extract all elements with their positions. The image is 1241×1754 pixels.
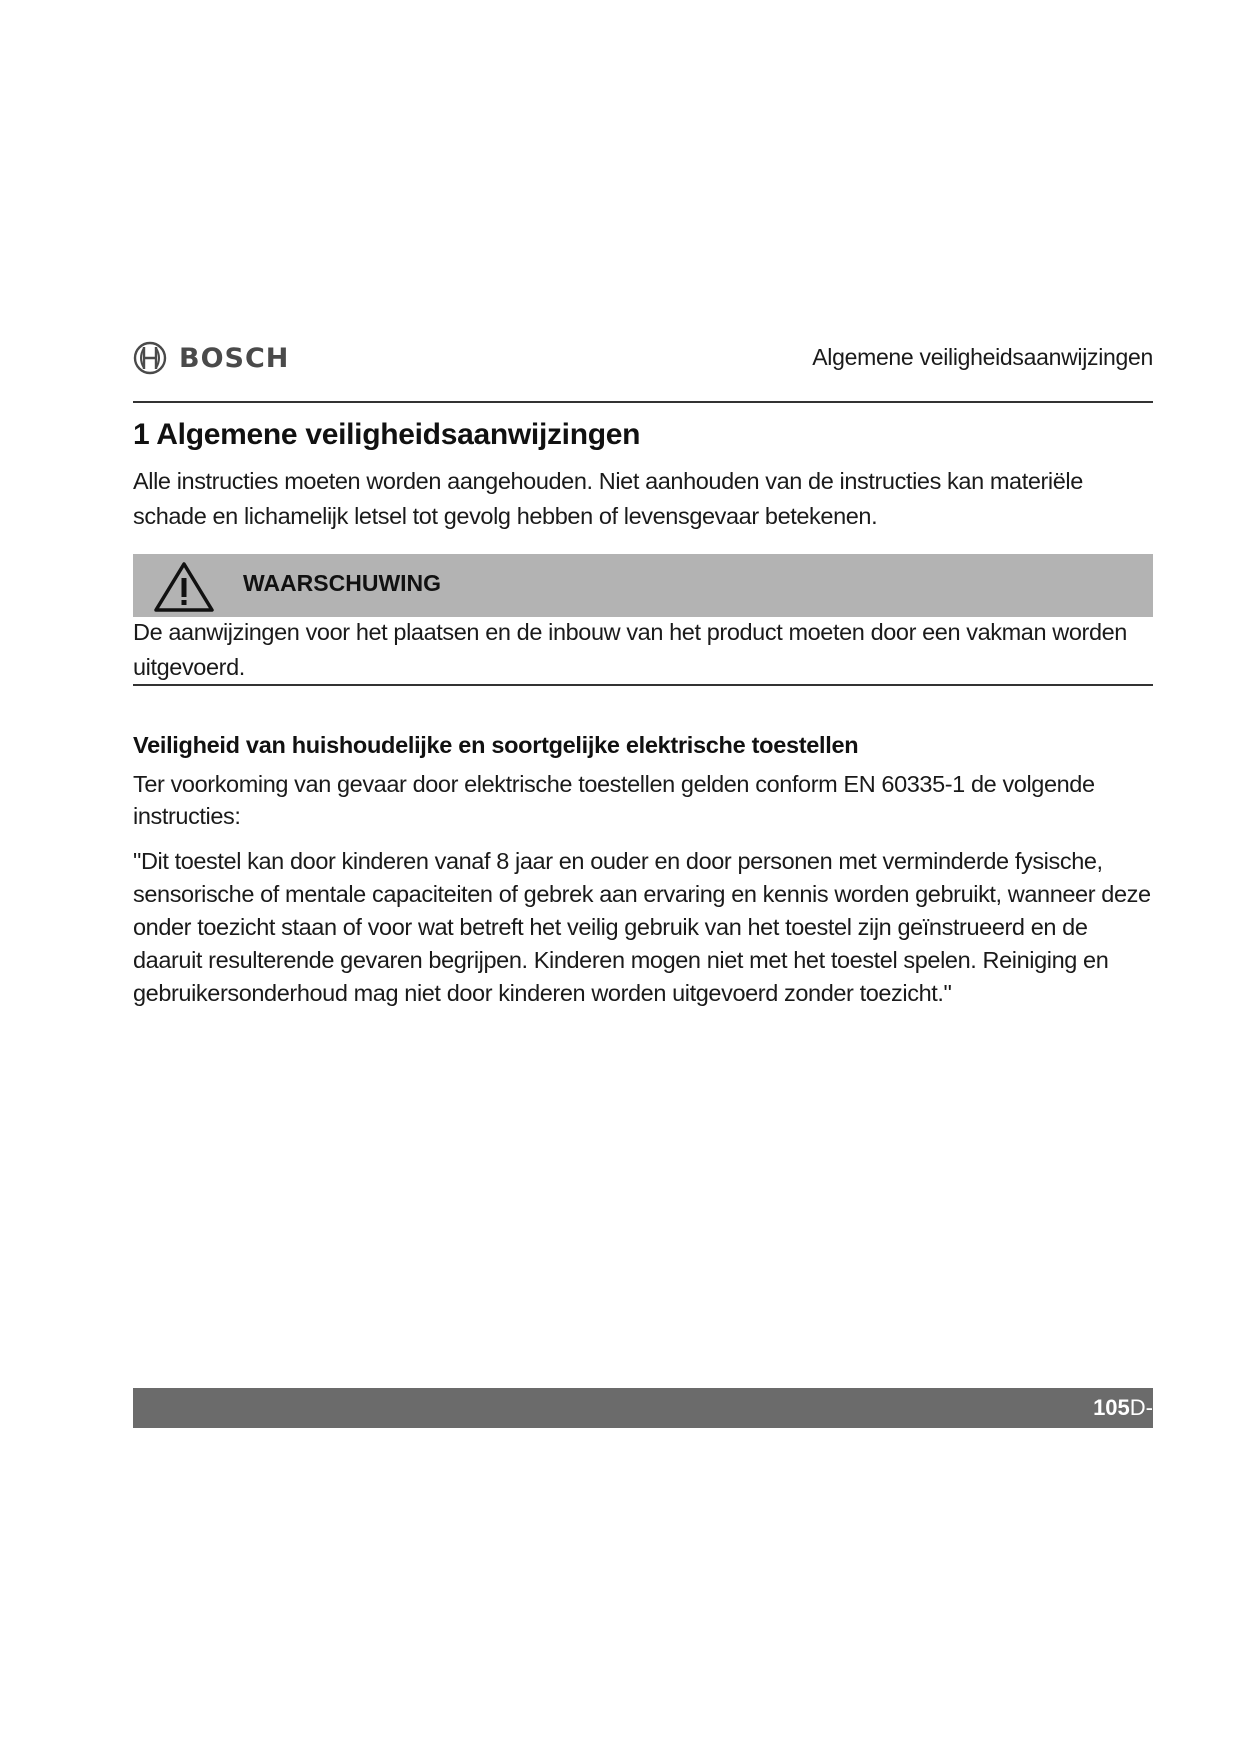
warning-label: WAARSCHUWING — [243, 570, 442, 596]
brand-name: BOSCH — [179, 342, 290, 374]
warning-triangle-icon — [152, 560, 216, 614]
header-divider — [133, 401, 1153, 403]
subsection-paragraph-2: "Dit toestel kan door kinderen vanaf 8 jaar en ouder en door personen met verminderde fysische, sensorische of mentale capaciteiten of gebrek aan ervaring en kennis worden gebruikt, wanneer deze onder toezicht staan of voor wat betreft het veilig gebruik van het toestel zijn geïnstrueerd en de daaruit resulterende gevaren begrijpen. Kinderen mogen niet met het toestel spelen. Reiniging en gebruikersonderhoud mag niet door kinderen worden uitgevoerd zonder toezicht." — [133, 848, 1151, 1006]
section-heading: 1 Algemene veiligheidsaanwijzingen — [133, 418, 641, 451]
warning-banner — [133, 554, 1153, 617]
page-number-suffix: D- — [1129, 1395, 1153, 1420]
subsection-paragraph-1: Ter voorkoming van gevaar door elektrische toestellen gelden conform EN 60335-1 de volgende instructies: — [133, 771, 1095, 829]
bosch-armature-icon — [133, 341, 167, 375]
page-header — [133, 338, 1153, 386]
intro-paragraph: Alle instructies moeten worden aangehouden. Niet aanhouden van de instructies kan materiële schade en lichamelijk letsel tot gevolg hebben of levensgevaar betekenen. — [133, 468, 1083, 529]
bosch-logo — [133, 338, 289, 378]
footer-bar — [133, 1388, 1153, 1428]
warning-text: De aanwijzingen voor het plaatsen en de inbouw van het product moeten door een vakman worden uitgevoerd. — [133, 619, 1127, 680]
warning-divider — [133, 684, 1153, 686]
page-number-value: 105 — [1093, 1395, 1130, 1420]
page-number — [1093, 1395, 1153, 1421]
subsection-heading: Veiligheid van huishoudelijke en soortgelijke elektrische toestellen — [133, 732, 859, 758]
header-section-title: Algemene veiligheidsaanwijzingen — [812, 344, 1153, 370]
